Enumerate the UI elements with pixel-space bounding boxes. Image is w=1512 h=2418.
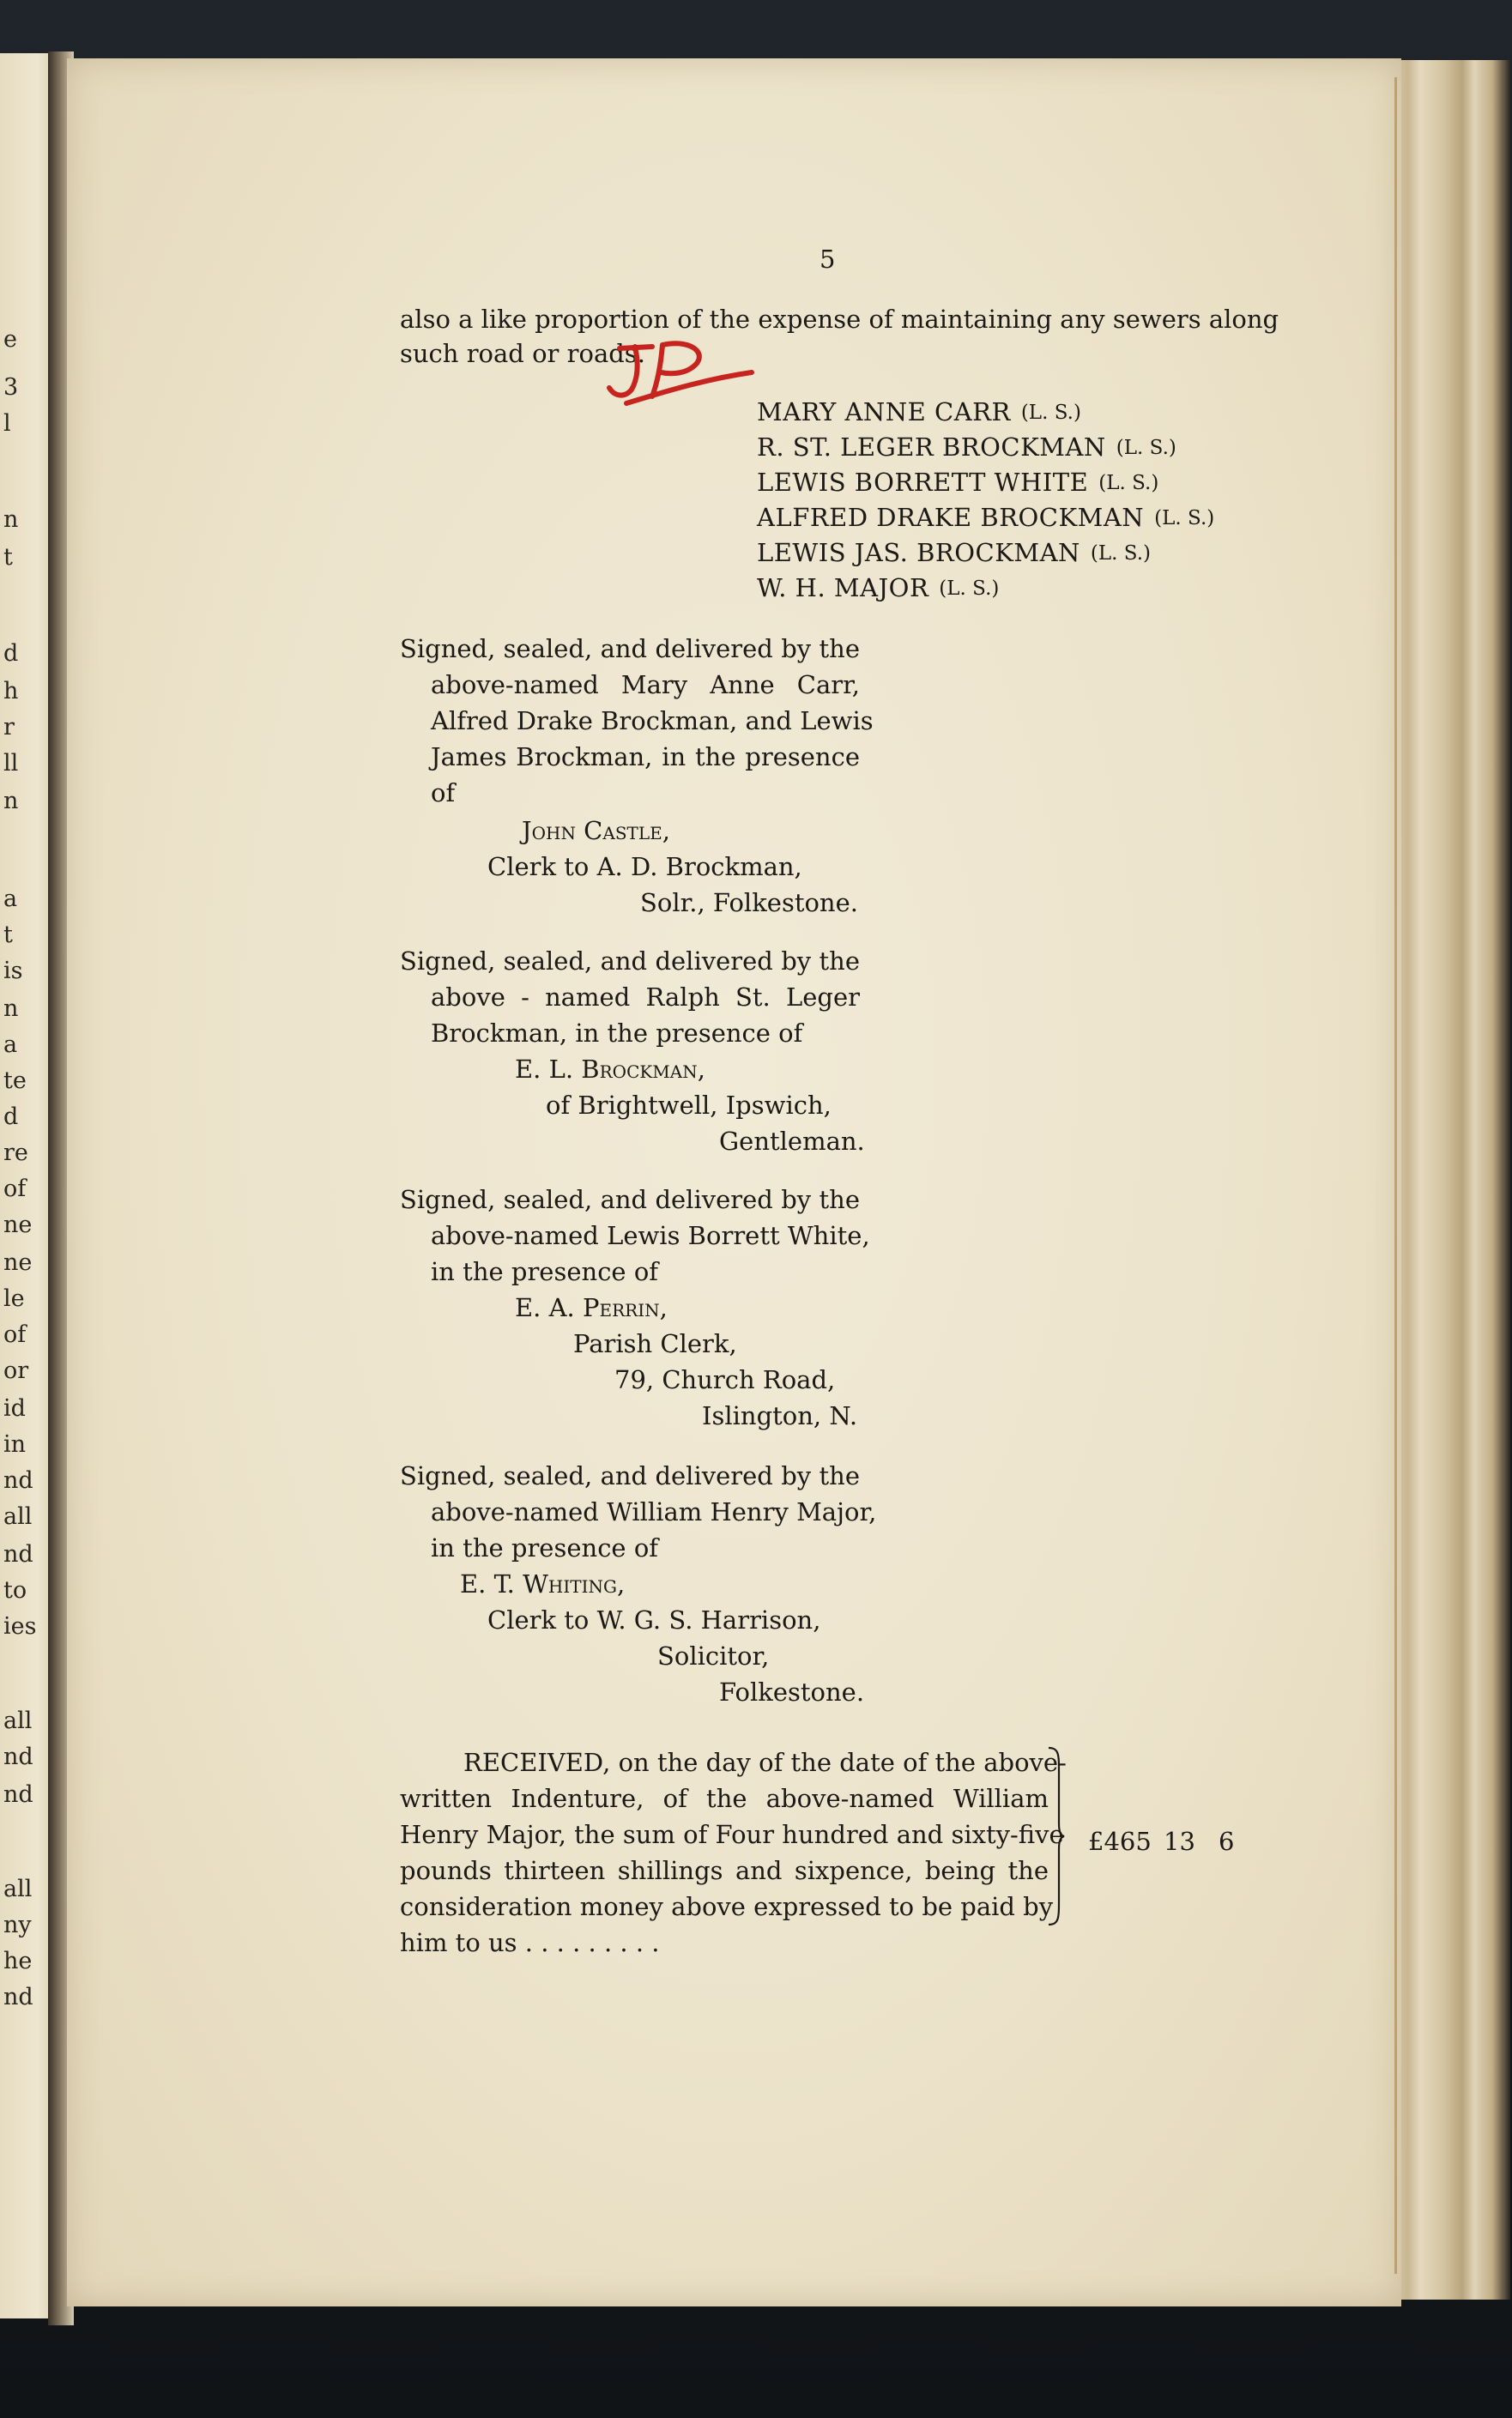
left-page-text-fragment: ny <box>3 1912 32 1938</box>
attestation-line: Brockman, in the presence of <box>431 1019 803 1048</box>
left-page-text-fragment: id <box>3 1395 26 1422</box>
opening-line-2: such road or roads. <box>400 339 645 368</box>
attestation-line: Signed, sealed, and delivered by the <box>400 946 860 976</box>
page-stack-edge <box>1390 60 1510 2300</box>
witness-name: E. A. Perrin, <box>515 1293 668 1322</box>
handwritten-initials-mark <box>601 336 772 414</box>
page-edge <box>1394 77 1397 2274</box>
signatory-name: MARY ANNE CARR <box>757 397 1011 426</box>
attestation-line: of <box>431 778 456 807</box>
witness-detail: 79, Church Road, <box>614 1365 836 1394</box>
attestation-line: Signed, sealed, and delivered by the <box>400 1185 860 1214</box>
left-page-text-fragment: n <box>3 788 19 814</box>
left-page-text-fragment: nd <box>3 1744 33 1770</box>
receipt-line: pounds thirteen shillings and sixpence, being the <box>400 1856 1049 1885</box>
attestation-line: Alfred Drake Brockman, and Lewis <box>431 706 874 735</box>
signatory-seal: (L. S.) <box>1098 472 1159 494</box>
left-page-text-fragment: l <box>3 410 11 437</box>
receipt-line: consideration money above expressed to be paid by <box>400 1892 1054 1921</box>
signatory-seal: (L. S.) <box>939 577 1000 600</box>
left-page-text-fragment: d <box>3 640 19 667</box>
left-page-text-fragment: he <box>3 1948 33 1974</box>
receipt-amount-pounds: £465 <box>1088 1827 1152 1856</box>
left-page-text-fragment: ies <box>3 1613 37 1640</box>
left-page-text-fragment: all <box>3 1876 33 1902</box>
witness-detail: Islington, N. <box>702 1401 858 1430</box>
attestation-line: above-named William Henry Major, <box>431 1497 877 1526</box>
signatory-name: ALFRED DRAKE BROCKMAN <box>757 503 1145 532</box>
receipt-amount-shillings: 13 <box>1164 1827 1195 1856</box>
left-page-text-fragment: in <box>3 1431 27 1458</box>
left-page-text-fragment: ne <box>3 1212 33 1238</box>
signatory-name: LEWIS BORRETT WHITE <box>757 468 1089 497</box>
left-page-text-fragment: te <box>3 1067 27 1094</box>
signatory-name: W. H. MAJOR <box>757 573 929 602</box>
left-page-text-fragment: is <box>3 958 23 984</box>
left-page-text-fragment: of <box>3 1321 27 1348</box>
left-page-text-fragment: ll <box>3 750 19 777</box>
left-page-text-fragment: r <box>3 714 15 741</box>
receipt-brace <box>1047 1746 1066 1926</box>
left-page-text-fragment: all <box>3 1708 33 1734</box>
witness-name: John Castle, <box>522 816 670 845</box>
left-page-text-fragment: of <box>3 1176 27 1202</box>
witness-detail: of Brightwell, Ipswich, <box>546 1091 832 1120</box>
receipt-line: Henry Major, the sum of Four hundred and sixty-five <box>400 1820 1064 1849</box>
signatory-seal: (L. S.) <box>1154 507 1215 529</box>
left-page-text-fragment: nd <box>3 1781 33 1808</box>
witness-name: E. L. Brockman, <box>515 1055 705 1084</box>
witness-detail: Clerk to A. D. Brockman, <box>487 852 802 881</box>
attestation-line: in the presence of <box>431 1533 659 1563</box>
signatory-name: LEWIS JAS. BROCKMAN <box>757 538 1080 567</box>
witness-detail: Parish Clerk, <box>573 1329 737 1358</box>
attestation-line: Signed, sealed, and delivered by the <box>400 1461 860 1490</box>
left-page-text-fragment: all <box>3 1503 33 1530</box>
witness-detail: Gentleman. <box>719 1127 865 1156</box>
receipt-amount-pence: 6 <box>1219 1827 1235 1856</box>
left-page-text-fragment: h <box>3 678 19 704</box>
left-page-text-fragment: 3 <box>3 374 19 401</box>
left-page-text-fragment: nd <box>3 1467 33 1494</box>
receipt-line: written Indenture, of the above-named William <box>400 1784 1049 1813</box>
left-page-text-fragment: d <box>3 1103 19 1130</box>
left-page-text-fragment: e <box>3 326 17 353</box>
receipt-line: RECEIVED, on the day of the date of the above- <box>463 1748 1067 1777</box>
witness-detail: Solr., Folkestone. <box>640 888 858 917</box>
left-page-text-fragment: nd <box>3 1984 33 2010</box>
attestation-line: James Brockman, in the presence <box>431 742 860 771</box>
attestation-line: above-named Lewis Borrett White, <box>431 1221 870 1250</box>
left-page-text-fragment: n <box>3 995 19 1022</box>
signatory-seal: (L. S.) <box>1020 402 1081 424</box>
left-page-text-fragment: a <box>3 1031 18 1058</box>
left-page-text-fragment: re <box>3 1139 28 1166</box>
page-number: 5 <box>820 245 836 274</box>
opening-line-1: also a like proportion of the expense of maintaining any sewers along <box>400 305 1279 334</box>
signatory-name: R. ST. LEGER BROCKMAN <box>757 432 1106 462</box>
attestation-line: Signed, sealed, and delivered by the <box>400 634 860 663</box>
left-page-text-fragment: ne <box>3 1249 33 1276</box>
attestation-line: above-named Mary Anne Carr, <box>431 670 860 699</box>
left-page-text-fragment: nd <box>3 1541 33 1568</box>
signatory-seal: (L. S.) <box>1116 437 1176 459</box>
left-page-text-fragment: t <box>3 922 13 948</box>
left-page-text-fragment: or <box>3 1357 29 1384</box>
left-page-text-fragment: le <box>3 1285 25 1312</box>
receipt-line: him to us . . . . . . . . . <box>400 1928 660 1957</box>
witness-detail: Solicitor, <box>657 1641 770 1671</box>
attestation-line: above - named Ralph St. Leger <box>431 982 860 1012</box>
witness-detail: Clerk to W. G. S. Harrison, <box>487 1605 821 1635</box>
left-page-text-fragment: a <box>3 886 18 912</box>
witness-detail: Folkestone. <box>719 1677 865 1707</box>
left-page-text-fragment: t <box>3 544 13 571</box>
witness-name: E. T. Whiting, <box>460 1569 626 1599</box>
signatory-seal: (L. S.) <box>1090 542 1151 565</box>
left-page-text-fragment: n <box>3 506 19 533</box>
attestation-line: in the presence of <box>431 1257 659 1286</box>
left-page-text-fragment: to <box>3 1577 27 1604</box>
